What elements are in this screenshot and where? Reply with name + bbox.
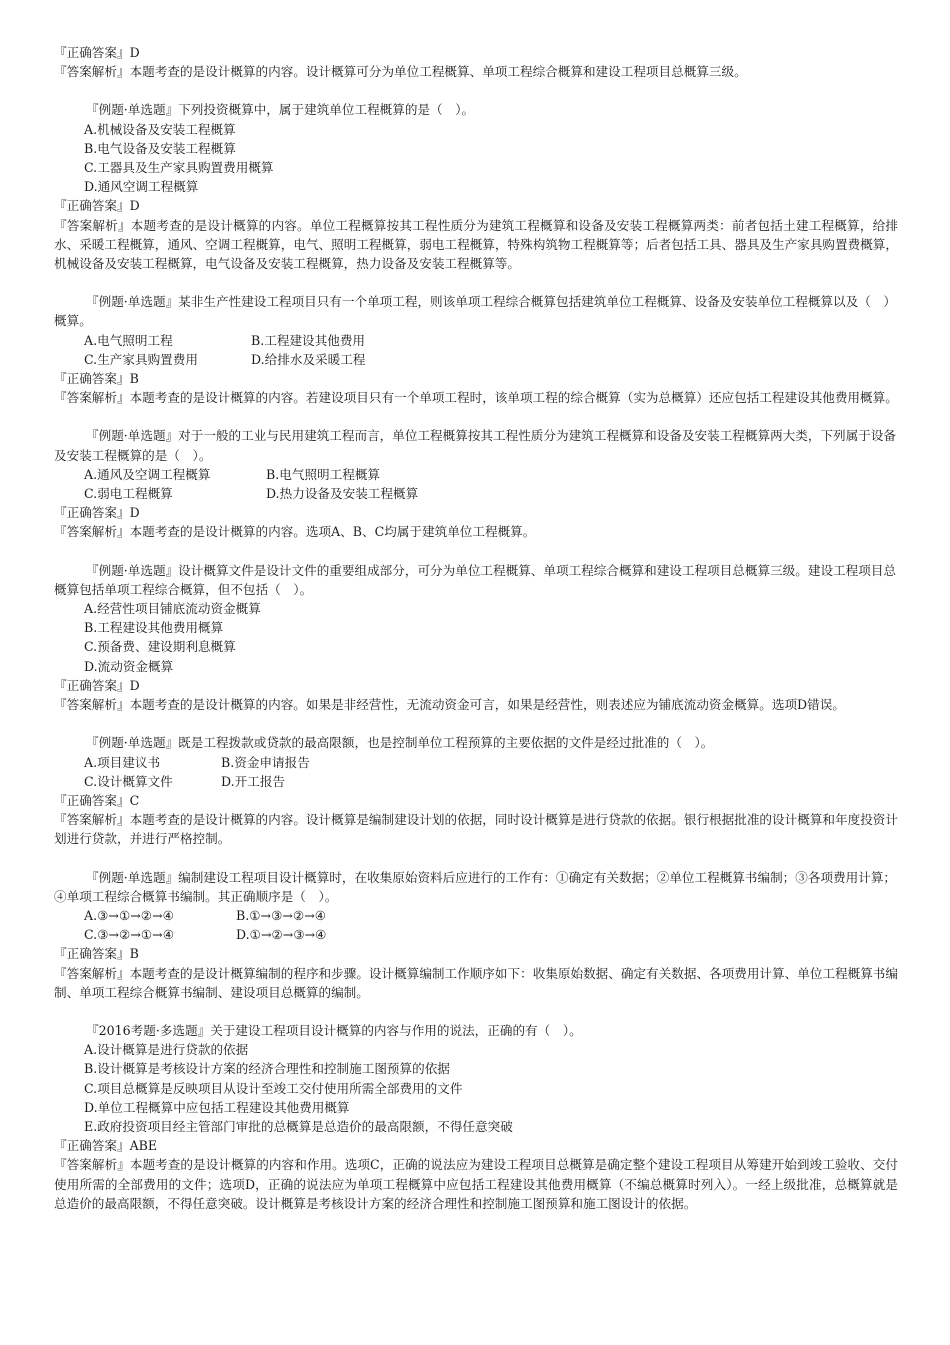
question-block-5	[54, 733, 898, 848]
correct-answer: 『正确答案』D	[54, 677, 140, 693]
question-block-6	[54, 868, 898, 1002]
question-block-1	[54, 100, 898, 273]
correct-answer: 『正确答案』ABE	[54, 1138, 158, 1154]
correct-answer: 『正确答案』D	[54, 198, 140, 214]
question-stem: 『例题·单选题』某非生产性建设工程项目只有一个单项工程，则该单项工程综合概算包括建筑单位工程概算、设备及安装单位工程概算以及（ ）概算。	[54, 294, 897, 329]
option-e: E.政府投资项目经主管部门审批的总概算是总造价的最高限额，不得任意突破	[84, 1118, 513, 1134]
option-a: A.③→①→②→④	[84, 907, 174, 923]
question-stem: 『例题·单选题』对于一般的工业与民用建筑工程而言，单位工程概算按其工程性质分为建筑工程概算和设备及安装工程概算两大类，下列属于设备及安装工程概算的是（ ）。	[54, 428, 897, 463]
option-b: B.设计概算是考核设计方案的经济合理性和控制施工图预算的依据	[84, 1061, 450, 1077]
question-block-2	[54, 292, 898, 407]
option-d: D.热力设备及安装工程概算	[266, 486, 419, 502]
question-stem: 『例题·单选题』下列投资概算中，属于建筑单位工程概算的是（ ）。	[86, 102, 475, 118]
question-stem: 『2016考题·多选题』关于建设工程项目设计概算的内容与作用的说法，正确的有（ ）。	[86, 1022, 582, 1038]
option-b: B.电气设备及安装工程概算	[84, 140, 236, 156]
option-d: D.流动资金概算	[84, 658, 174, 674]
correct-answer: 『正确答案』D	[54, 505, 140, 521]
answer-analysis: 『答案解析』本题考查的是设计概算的内容。选项A、B、C均属于建筑单位工程概算。	[54, 524, 536, 540]
option-c: C.预备费、建设期利息概算	[84, 639, 236, 655]
option-a: A.机械设备及安装工程概算	[84, 121, 236, 137]
answer-analysis: 『答案解析』本题考查的是设计概算的内容。设计概算可分为单位工程概算、单项工程综合概算和建设工程项目总概算三级。	[54, 64, 747, 80]
answer-analysis: 『答案解析』本题考查的是设计概算的内容。单位工程概算按其工程性质分为建筑工程概算和设备及安装工程概算两类：前者包括土建工程概算，给排水、采暖工程概算，通风、空调工程概算，电气、照明工程概算，弱电工程概算，特殊构筑物工程概算等；后者包括工具、器具及生产家具购置费概算，机械设备及安装工程概算，电气设备及安装工程概算，热力设备及安装工程概算等。	[54, 217, 898, 272]
option-b: B.①→③→②→④	[236, 907, 327, 923]
correct-answer: 『正确答案』B	[54, 371, 139, 387]
option-d: D.单位工程概算中应包括工程建设其他费用概算	[84, 1099, 350, 1115]
answer-analysis: 『答案解析』本题考查的是设计概算的内容。如果是非经营性，无流动资金可言，如果是经营性，则表述应为铺底流动资金概算。选项D错误。	[54, 697, 845, 713]
option-row	[54, 465, 898, 484]
answer-analysis: 『答案解析』本题考查的是设计概算的内容。设计概算是编制建设计划的依据，同时设计概算是进行贷款的依据。银行根据批准的设计概算和年度投资计划进行贷款，并进行严格控制。	[54, 812, 898, 847]
option-b: B.工程建设其他费用概算	[84, 620, 224, 636]
option-a: A.电气照明工程	[84, 332, 173, 348]
correct-answer: 『正确答案』D	[54, 45, 140, 60]
option-row	[54, 331, 898, 350]
correct-answer: 『正确答案』B	[54, 946, 139, 962]
option-a: A.项目建议书	[84, 754, 161, 770]
answer-block-0	[54, 43, 898, 81]
option-b: B.工程建设其他费用	[251, 332, 366, 348]
question-block-7	[54, 1021, 898, 1213]
option-d: D.开工报告	[221, 773, 286, 789]
option-row	[54, 772, 898, 791]
correct-answer: 『正确答案』C	[54, 792, 140, 808]
question-stem: 『例题·单选题』编制建设工程项目设计概算时，在收集原始资料后应进行的工作有：①确定有关数据；②单位工程概算书编制；③各项费用计算；④单项工程综合概算书编制。其正确顺序是（ ）。	[54, 869, 897, 904]
option-d: D.给排水及采暖工程	[251, 351, 366, 367]
question-stem: 『例题·单选题』设计概算文件是设计文件的重要组成部分，可分为单位工程概算、单项工程综合概算和建设工程项目总概算三级。建设工程项目总概算包括单项工程综合概算，但不包括（ ）。	[54, 562, 897, 597]
option-row	[54, 906, 898, 925]
option-c: C.③→②→①→④	[84, 927, 175, 943]
option-c: C.设计概算文件	[84, 773, 173, 789]
option-b: B.资金申请报告	[221, 754, 310, 770]
question-stem: 『例题·单选题』既是工程拨款或贷款的最高限额，也是控制单位工程预算的主要依据的文件是经过批准的（ ）。	[86, 735, 714, 751]
option-c: C.工器具及生产家具购置费用概算	[84, 160, 274, 176]
option-row	[54, 350, 898, 369]
question-block-3	[54, 426, 898, 541]
option-d: D.①→②→③→④	[236, 927, 327, 943]
option-a: A.通风及空调工程概算	[84, 466, 211, 482]
answer-analysis: 『答案解析』本题考查的是设计概算的内容。若建设项目只有一个单项工程时，该单项工程的综合概算（实为总概算）还应包括工程建设其他费用概算。	[54, 390, 898, 406]
option-row	[54, 484, 898, 503]
question-block-4	[54, 561, 898, 715]
option-row	[54, 753, 898, 772]
option-a: A.设计概算是进行贷款的依据	[84, 1042, 249, 1058]
option-d: D.通风空调工程概算	[84, 179, 199, 195]
option-a: A.经营性项目铺底流动资金概算	[84, 601, 261, 617]
option-c: C.生产家具购置费用	[84, 351, 198, 367]
answer-analysis: 『答案解析』本题考查的是设计概算编制的程序和步骤。设计概算编制工作顺序如下：收集原始数据、确定有关数据、各项费用计算、单位工程概算书编制、单项工程综合概算书编制、建设项目总概算的编制。	[54, 965, 898, 1000]
option-c: C.项目总概算是反映项目从设计至竣工交付使用所需全部费用的文件	[84, 1080, 463, 1096]
option-c: C.弱电工程概算	[84, 486, 173, 502]
option-b: B.电气照明工程概算	[266, 466, 381, 482]
answer-analysis: 『答案解析』本题考查的是设计概算的内容和作用。选项C，正确的说法应为建设工程项目总概算是确定整个建设工程项目从筹建开始到竣工验收、交付使用所需的全部费用的文件；选项D，正确的说法应为单项工程概算中应包括工程建设其他费用概算（不编总概算时列入）。一经上级批准，总概算就是总造价的最高限额，不得任意突破。设计概算是考核设计方案的经济合理性和控制施工图预算和施工图设计的依据。	[54, 1157, 898, 1211]
option-row	[54, 925, 898, 944]
